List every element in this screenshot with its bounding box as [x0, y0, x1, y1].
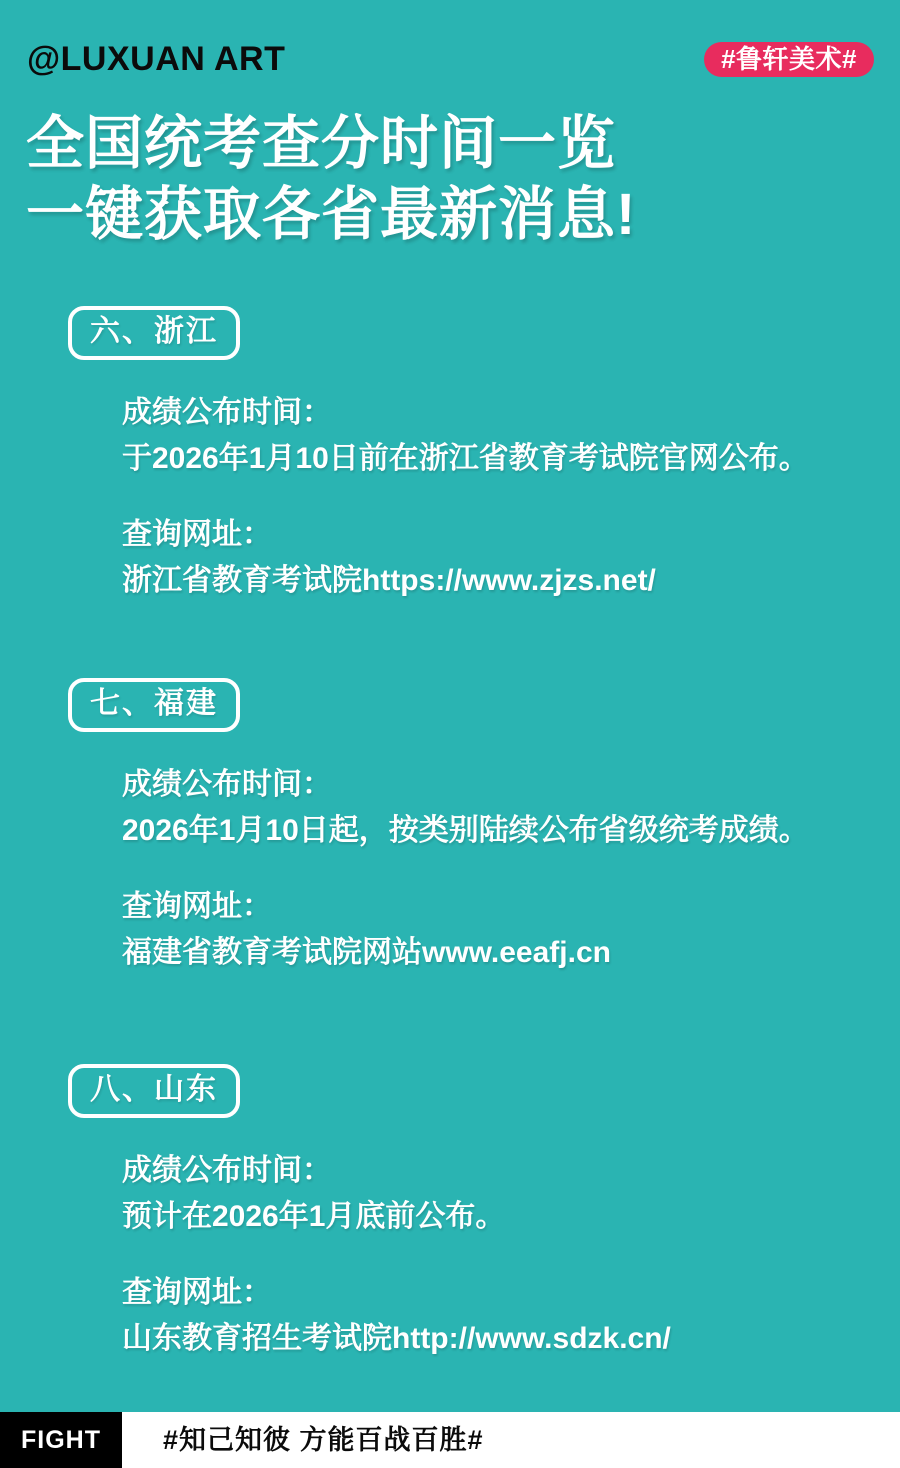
section-badge-shandong: 八、山东: [68, 1064, 240, 1118]
section-fujian: [68, 678, 870, 976]
time-label: 成绩公布时间：: [122, 396, 332, 429]
site-label: 查询网址：: [122, 890, 272, 923]
fight-label: FIGHT: [21, 1425, 101, 1454]
time-block: [122, 762, 870, 854]
section-body: [122, 390, 870, 604]
site-block: [122, 512, 870, 604]
time-value: 于2026年1月10日前在浙江省教育考试院官网公布。: [122, 442, 809, 475]
section-body: [122, 1148, 870, 1362]
site-value: 浙江省教育考试院https://www.zjzs.net/: [122, 564, 656, 597]
poster-title-line2: 一键获取各省最新消息!: [26, 182, 637, 247]
time-block: [122, 390, 870, 482]
site-block: [122, 884, 870, 976]
header: [27, 40, 874, 79]
time-value: 2026年1月10日起，按类别陆续公布省级统考成绩。: [122, 814, 809, 847]
time-label: 成绩公布时间：: [122, 768, 332, 801]
section-zhejiang: [68, 306, 870, 604]
section-badge-zhejiang: 六、浙江: [68, 306, 240, 360]
site-label: 查询网址：: [122, 518, 272, 551]
fight-box: [0, 1412, 122, 1468]
site-label: 查询网址：: [122, 1276, 272, 1309]
footer-tagline: #知己知彼 方能百战百胜#: [163, 1425, 484, 1455]
time-value: 预计在2026年1月底前公布。: [122, 1200, 506, 1233]
site-block: [122, 1270, 870, 1362]
footer-bar: [0, 1412, 900, 1468]
time-label: 成绩公布时间：: [122, 1154, 332, 1187]
section-shandong: [68, 1064, 870, 1362]
poster-title: [26, 108, 636, 250]
section-body: [122, 762, 870, 976]
site-value: 山东教育招生考试院http://www.sdzk.cn/: [122, 1322, 671, 1355]
section-badge-fujian: 七、福建: [68, 678, 240, 732]
brand-hashtag-badge: #鲁轩美术#: [704, 42, 874, 77]
site-value: 福建省教育考试院网站www.eeafj.cn: [122, 936, 611, 969]
poster-title-line1: 全国统考查分时间一览: [26, 111, 617, 176]
time-block: [122, 1148, 870, 1240]
brand-logo-text: @LUXUAN ART: [27, 40, 286, 78]
